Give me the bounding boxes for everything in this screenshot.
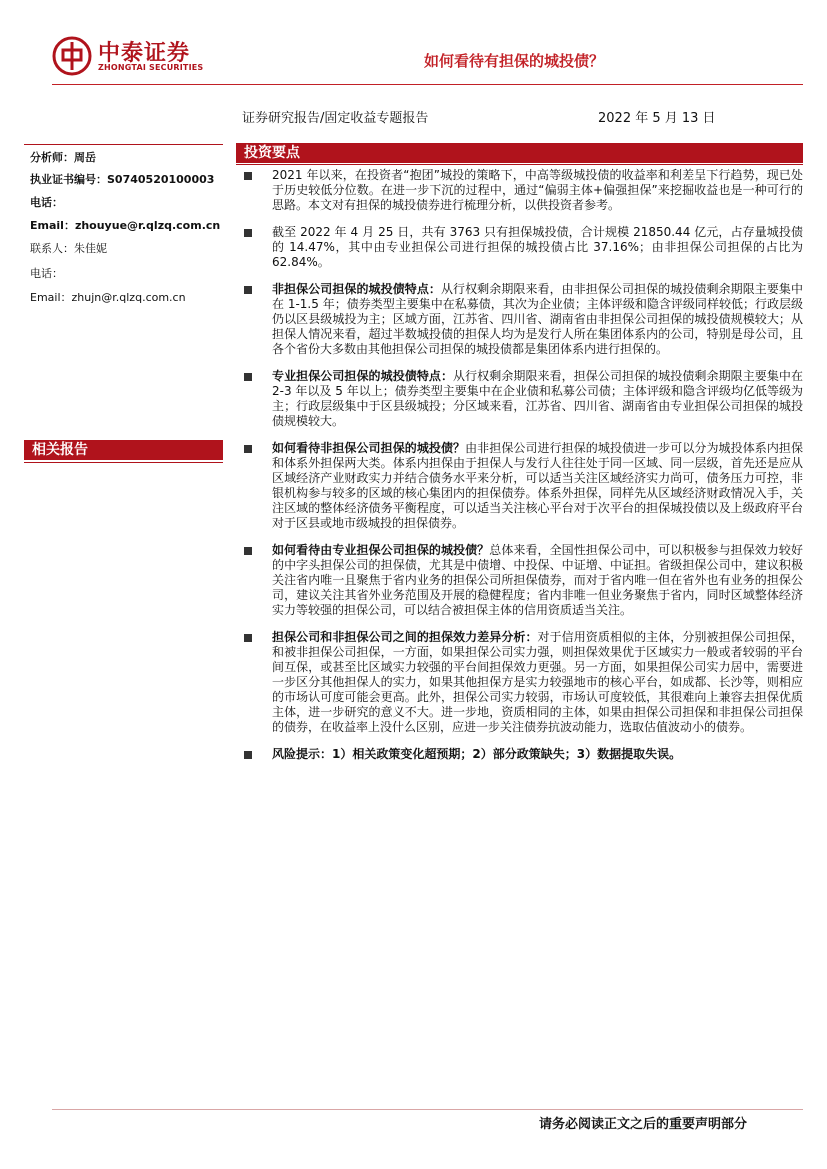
key-points-heading: 投资要点: [236, 143, 803, 163]
bullet-square-icon: [244, 229, 252, 237]
report-title: 如何看待有担保的城投债？: [424, 52, 605, 70]
key-point-lead: 担保公司和非担保公司之间的担保效力差异分析：: [272, 630, 538, 644]
related-reports-divider: [24, 462, 223, 463]
contact-email: Email：zhujn@r.qlzq.com.cn: [30, 291, 186, 304]
bullet-square-icon: [244, 373, 252, 381]
bullet-square-icon: [244, 751, 252, 759]
key-point: [242, 369, 803, 429]
zhongtai-logo-icon: [52, 36, 92, 76]
company-logo: [52, 36, 222, 78]
footer-divider: [52, 1109, 803, 1110]
header-divider: [52, 84, 803, 85]
analyst-email: Email：zhouyue@r.qlzq.com.cn: [30, 219, 221, 232]
key-point: [242, 543, 803, 618]
related-reports-heading: 相关报告: [24, 440, 223, 460]
key-point-text: 截至 2022 年 4 月 25 日，共有 3763 只有担保城投债，合计规模 21850.44 亿元，占存量城投债的 14.47%，其中由专业担保公司进行担保的城投债占比 37.16%；由非担保公司担保的占比为 62.84%。: [272, 225, 803, 269]
bullet-square-icon: [244, 547, 252, 555]
key-point: [242, 630, 803, 735]
contact-phone: 电话：: [30, 267, 63, 280]
footer-disclaimer: 请务必阅读正文之后的重要声明部分: [539, 1117, 748, 1132]
analyst-cert: 执业证书编号：S0740520100003: [30, 173, 215, 186]
key-points-divider: [236, 164, 803, 165]
key-point-text: 从行权剩余期限来看，担保公司担保的城投债剩余期限主要集中在 2-3 年以及 5 年以上；债券类型主要集中在企业债和私募公司债；主体评级和隐含评级均亿低等级为主；行政层级集中于区县级城投；分区域来看，江苏省、四川省、湖南省由专业担保公司担保的城投债规模较大。: [272, 369, 803, 428]
key-point-lead: 非担保公司担保的城投债特点：: [272, 282, 441, 296]
risk-warning-text: 1）相关政策变化超预期；2）部分政策缺失；3）数据提取失误。: [332, 747, 682, 761]
key-point: [242, 441, 803, 531]
key-point-text: 总体来看，全国性担保公司中，可以积极参与担保效力较好的中字头担保公司的担保债，尤其是中债增、中投保、中证增、中证担。省级担保公司中，建议积极关注省内唯一且聚焦于省内业务的担保公司所担保债券，而对于省内唯一但在省外也有业务的担保公司，建议关注其省外业务范围及开展的稳健程度；省内非唯一但业务聚焦于省内，同时区域整体经济实力等较强的担保公司，可以结合被担保主体的信用资质适当关注。: [272, 543, 803, 617]
key-point-text: 由非担保公司进行担保的城投债进一步可以分为城投体系内担保和体系外担保两大类。体系内担保由于担保人与发行人往往处于同一区域、同一层级，首先还是应从区域经济产业财政实力并结合债务水平来分析，可以适当关注区域经济实力尚可，债务压力可控，非银机构参与较多的区域的核心集团内的担保债券。体系外担保，同样先从区域经济财政情况入手，关注区域的整体经济债务平衡程度，可以适当关注核心平台对于次平台的担保城投债以及上级政府平台对于区县或地市级城投的担保债券。: [272, 441, 803, 530]
risk-warning-lead: 风险提示：: [272, 747, 333, 761]
key-point-text: 从行权剩余期限来看，由非担保公司担保的城投债剩余期限主要集中在 1-1.5 年；债券类型主要集中在私募债，其次为企业债；主体评级和隐含评级同样较低；行政层级仍以区县级城投为主；区域方面，江苏省、四川省、湖南省由非担保公司担保的城投债规模较大；从担保人情况来看，超过半数城投债的担保人均为是发行人所在集团体系内的公司，特别是母公司，且各个省份大多数由其他担保公司担保的城投债都是集团体系内进行担保的。: [272, 282, 803, 356]
report-type: 证券研究报告/固定收益专题报告: [242, 111, 429, 126]
key-points-list: [242, 168, 803, 774]
analyst-name: 分析师：周岳: [30, 151, 96, 164]
key-point: [242, 168, 803, 213]
key-point-text: 对于信用资质相似的主体，分别被担保公司担保，和被非担保公司担保，一方面，如果担保公司实力强，则担保效果优于区域实力一般或者较弱的平台间互保，或甚至比区域实力较强的平台间担保效力更强。另一方面，如果担保公司实力居中，需要进一步区分其他担保人的实力，如果其他担保方是实力较强地市的核心平台，如成都、长沙等，则相应的市场认可度可能会更高。此外，担保公司实力较弱，市场认可度较低，其很难向上兼容去担保优质主体，进一步研究的意义不大。进一步地，资质相同的主体，如果由担保公司担保和非担保公司担保的债券，在收益率上没什么区别，应进一步关注债券抗波动能力，选取估值波动小的债券。: [272, 630, 803, 734]
report-date: 2022 年 5 月 13 日: [598, 111, 716, 126]
key-point-lead: 专业担保公司担保的城投债特点：: [272, 369, 454, 383]
key-point-lead: 如何看待由专业担保公司担保的城投债？: [272, 543, 490, 557]
key-point-lead: 如何看待非担保公司担保的城投债？: [272, 441, 466, 455]
brand-name-cn: 中泰证券: [98, 41, 191, 66]
bullet-square-icon: [244, 172, 252, 180]
risk-warning: [242, 747, 803, 762]
brand-name-en: ZHONGTAI SECURITIES: [98, 63, 204, 72]
analyst-phone: 电话：: [30, 196, 63, 209]
sidebar-divider: [24, 144, 223, 145]
key-point: [242, 225, 803, 270]
bullet-square-icon: [244, 634, 252, 642]
contact-name: 联系人：朱佳妮: [30, 242, 107, 255]
bullet-square-icon: [244, 445, 252, 453]
key-point: [242, 282, 803, 357]
bullet-square-icon: [244, 286, 252, 294]
key-point-text: 2021 年以来，在投资者“抱团”城投的策略下，中高等级城投债的收益率和利差呈下行趋势，现已处于历史较低分位数。在进一步下沉的过程中，通过“偏弱主体+偏强担保”来挖掘收益也是一种可行的思路。本文对有担保的城投债券进行梳理分析，以供投资者参考。: [272, 168, 803, 212]
